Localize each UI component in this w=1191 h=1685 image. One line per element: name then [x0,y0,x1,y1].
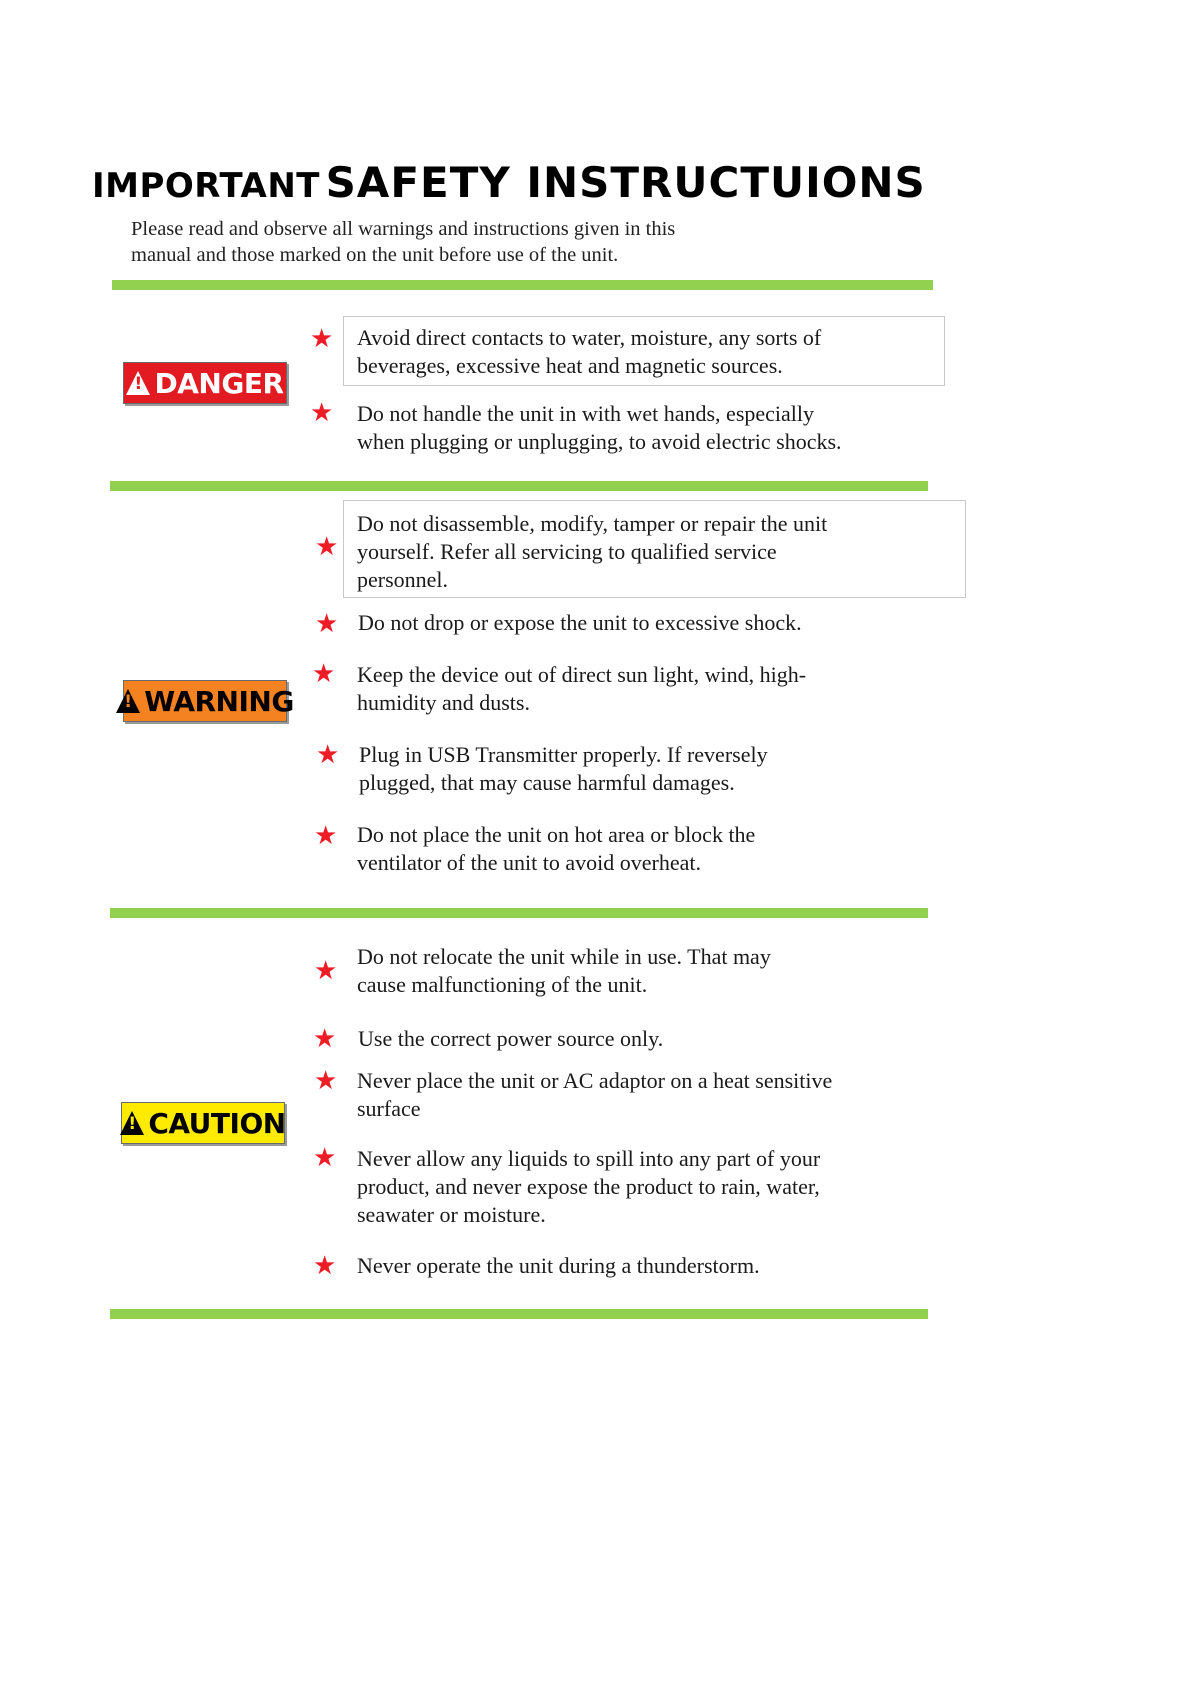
warning-triangle-icon [120,1111,144,1135]
title-important: IMPORTANT [92,166,320,206]
intro-line: Please read and observe all warnings and instructions given in this [131,218,676,240]
caution-badge-label: CAUTION [148,1106,286,1140]
star-icon: ★ [312,659,336,689]
star-icon: ★ [314,821,338,851]
warning-badge-label: WARNING [144,684,294,718]
item-line: when plugging or unplugging, to avoid electric shocks. [357,429,842,454]
item-line: ventilator of the unit to avoid overheat. [357,850,701,875]
warning-item [358,609,802,637]
item-line: Do not disassemble, modify, tamper or repair the unit [357,511,828,536]
item-line: Never allow any liquids to spill into any part of your [357,1146,821,1171]
item-line: Keep the device out of direct sun light, wind, high- [357,662,807,687]
warning-item [357,510,827,594]
danger-badge [123,362,287,404]
caution-item [358,1025,663,1053]
danger-item [357,324,821,380]
intro-line: manual and those marked on the unit before use of the unit. [131,244,619,266]
caution-badge [121,1102,285,1144]
item-line: surface [357,1096,421,1121]
item-line: humidity and dusts. [357,690,530,715]
page-title [92,158,926,207]
item-line: Never place the unit or AC adaptor on a heat sensitive [357,1068,833,1093]
intro-text [131,216,675,268]
title-safety-instructions: SAFETY INSTRUCTUIONS [325,158,926,207]
danger-badge-label: DANGER [154,366,284,400]
warning-item [357,661,806,717]
star-icon: ★ [310,398,334,428]
item-line: seawater or moisture. [357,1202,546,1227]
warning-triangle-icon [116,689,140,713]
caution-item [357,1145,820,1229]
item-line: Never operate the unit during a thunderstorm. [357,1253,760,1278]
item-line: Use the correct power source only. [358,1026,664,1051]
divider-bar [110,1309,928,1319]
star-icon: ★ [316,740,340,770]
star-icon: ★ [314,956,338,986]
divider-bar [112,280,933,290]
divider-bar [110,908,928,918]
item-line: Do not handle the unit in with wet hands, especially [357,401,815,426]
item-line: Do not drop or expose the unit to excessive shock. [358,610,802,635]
item-line: plugged, that may cause harmful damages. [359,770,735,795]
danger-item [357,400,842,456]
star-icon: ★ [315,609,339,639]
item-line: Do not relocate the unit while in use. That may [357,944,771,969]
item-line: Plug in USB Transmitter properly. If reversely [359,742,768,767]
star-icon: ★ [314,1066,338,1096]
warning-item [357,821,755,877]
caution-item [357,1067,832,1123]
item-line: cause malfunctioning of the unit. [357,972,648,997]
item-line: product, and never expose the product to rain, water, [357,1174,820,1199]
caution-item [357,943,771,999]
item-line: Do not place the unit on hot area or block the [357,822,756,847]
item-line: yourself. Refer all servicing to qualified service [357,539,777,564]
star-icon: ★ [313,1143,337,1173]
item-line: beverages, excessive heat and magnetic sources. [357,353,783,378]
item-line: Avoid direct contacts to water, moisture, any sorts of [357,325,822,350]
star-icon: ★ [313,1024,337,1054]
star-icon: ★ [315,532,339,562]
warning-triangle-icon [126,371,150,395]
warning-badge [123,680,294,722]
star-icon: ★ [313,1251,337,1281]
warning-item [359,741,768,797]
caution-item [357,1252,760,1280]
star-icon: ★ [310,324,334,354]
divider-bar [110,481,928,491]
item-line: personnel. [357,567,449,592]
